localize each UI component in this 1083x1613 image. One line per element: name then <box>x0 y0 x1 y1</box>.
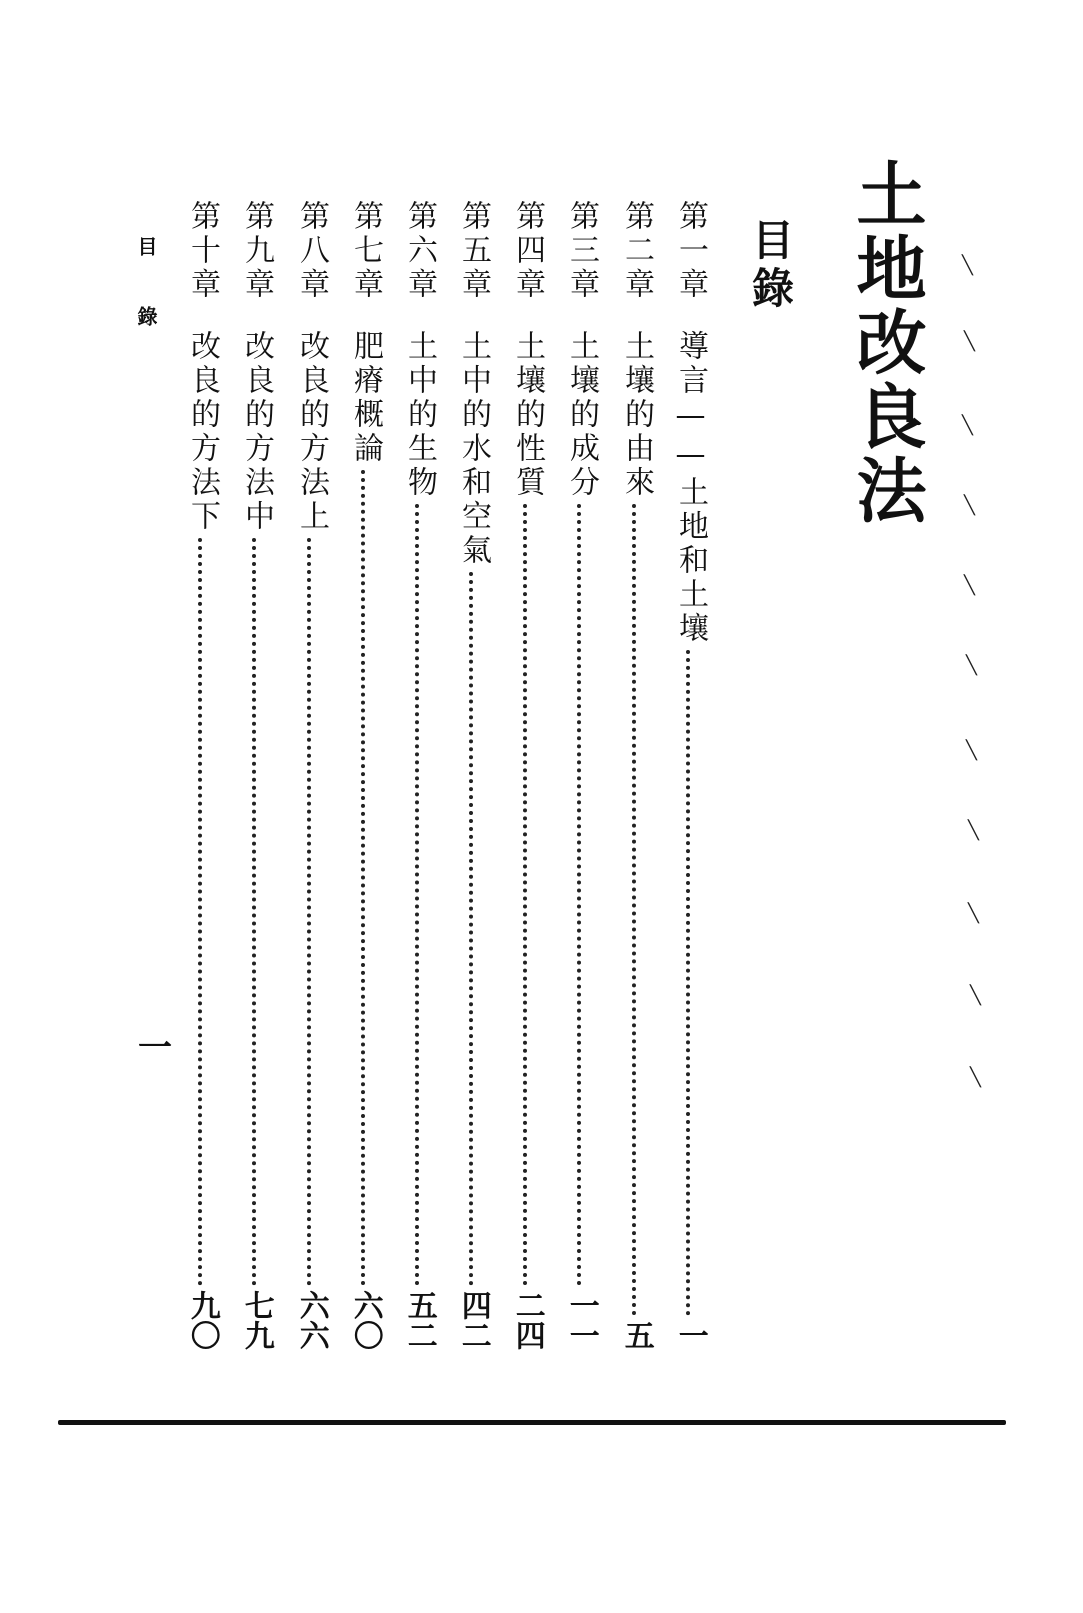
dot-leader <box>415 504 423 1286</box>
page-number: 六〇 <box>347 1290 383 1350</box>
dot-leader <box>361 470 369 1286</box>
chapter-number: 第六章 <box>402 200 437 302</box>
page-number: 一 <box>672 1320 708 1350</box>
bottom-rule <box>58 1420 1006 1425</box>
binding-mark: ╲ <box>962 255 973 276</box>
toc-entry-4 <box>505 200 549 1350</box>
page-number: 一一 <box>563 1290 599 1350</box>
book-title: 土地改良法 <box>845 158 928 528</box>
toc-entry-3 <box>559 200 603 1350</box>
chapter-number: 第七章 <box>348 200 383 302</box>
chapter-title: 土中的水和空氣 <box>456 330 491 568</box>
page-number: 六六 <box>293 1290 329 1350</box>
page-number: 九〇 <box>184 1290 220 1350</box>
binding-mark: ╲ <box>968 820 979 841</box>
toc-entry-7 <box>343 200 387 1350</box>
chapter-number: 第三章 <box>564 200 599 302</box>
page-number: 五 <box>618 1320 654 1350</box>
toc-entry-1 <box>668 200 712 1350</box>
dot-leader <box>307 538 315 1286</box>
running-head: 目錄 <box>134 236 158 376</box>
binding-mark: ╲ <box>966 655 977 676</box>
binding-marks <box>958 255 998 1105</box>
chapter-number: 第一章 <box>673 200 708 302</box>
chapter-title: 肥瘠概論 <box>348 330 383 466</box>
toc-heading: 目錄 <box>746 218 795 314</box>
chapter-number: 第二章 <box>619 200 654 302</box>
chapter-number: 第五章 <box>456 200 491 302</box>
page-number: 二四 <box>509 1290 545 1350</box>
toc-entry-9 <box>234 200 278 1350</box>
page-number: 五二 <box>401 1290 437 1350</box>
chapter-title: 改良的方法下 <box>185 330 220 534</box>
page-number: 七九 <box>238 1290 274 1350</box>
chapter-title: 土壤的成分 <box>564 330 599 500</box>
dot-leader <box>252 538 260 1286</box>
dot-leader <box>523 504 531 1286</box>
binding-mark: ╲ <box>964 575 975 596</box>
dot-leader <box>632 504 640 1316</box>
toc-entry-10 <box>180 200 224 1350</box>
dot-leader <box>198 538 206 1286</box>
toc-entry-6 <box>397 200 441 1350</box>
chapter-number: 第九章 <box>239 200 274 302</box>
dot-leader <box>577 504 585 1286</box>
folio: 一 <box>138 1028 172 1068</box>
binding-mark: ╲ <box>964 331 975 352</box>
binding-mark: ╲ <box>966 740 977 761</box>
binding-mark: ╲ <box>964 495 975 516</box>
toc-entry-5 <box>451 200 495 1350</box>
chapter-title: 改良的方法中 <box>239 330 274 534</box>
binding-mark: ╲ <box>962 415 973 436</box>
dot-leader <box>686 650 694 1316</box>
chapter-number: 第四章 <box>510 200 545 302</box>
chapter-title: 改良的方法上 <box>294 330 329 534</box>
chapter-title: 土壤的性質 <box>510 330 545 500</box>
binding-mark: ╲ <box>970 1067 981 1088</box>
toc-entry-8 <box>289 200 333 1350</box>
chapter-number: 第八章 <box>294 200 329 302</box>
binding-mark: ╲ <box>968 903 979 924</box>
toc-entry-2 <box>614 200 658 1350</box>
chapter-title: 導言——土地和土壤 <box>673 330 708 646</box>
chapter-title: 土中的生物 <box>402 330 437 500</box>
dot-leader <box>469 572 477 1286</box>
chapter-title: 土壤的由來 <box>619 330 654 500</box>
binding-mark: ╲ <box>970 985 981 1006</box>
page-number: 四二 <box>455 1290 491 1350</box>
chapter-number: 第十章 <box>185 200 220 302</box>
